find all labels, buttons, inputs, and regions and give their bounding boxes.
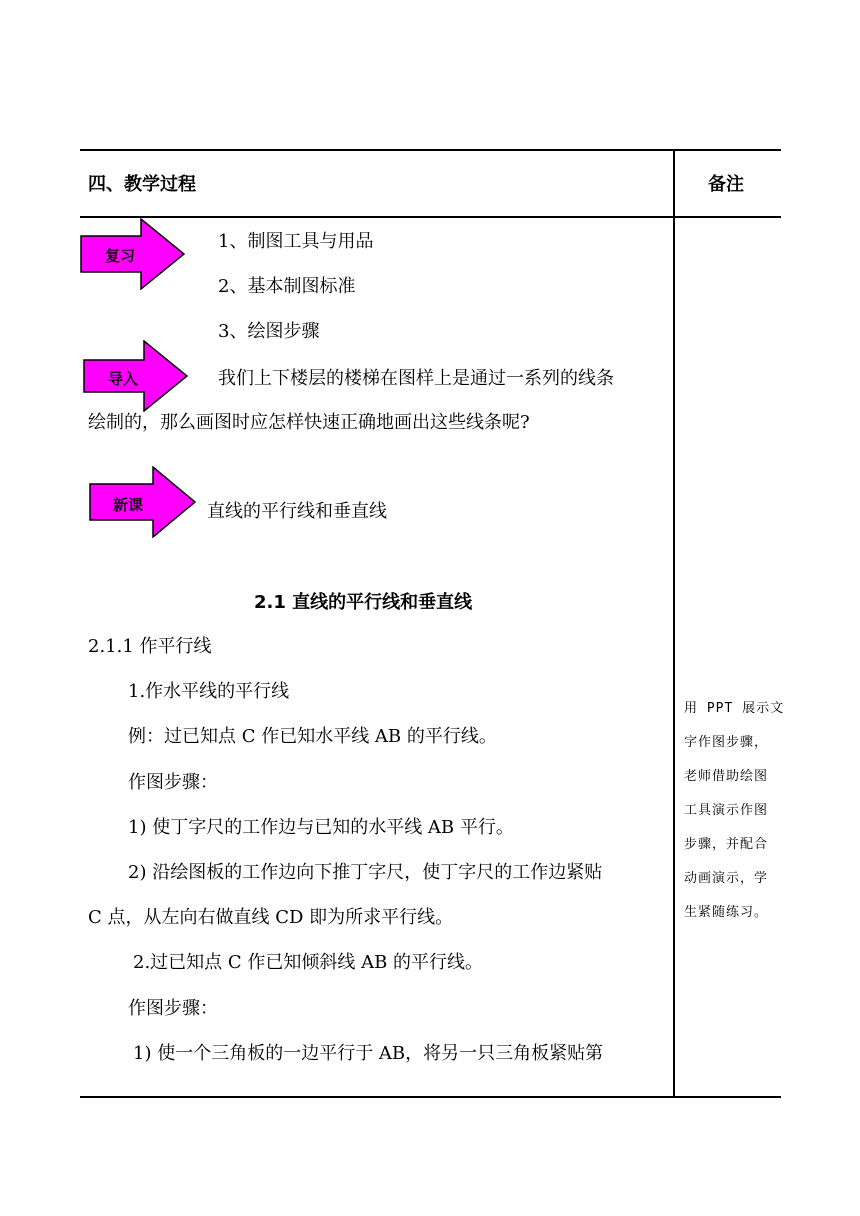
table-bottom-border — [80, 1096, 781, 1098]
review-arrow — [80, 218, 186, 290]
note-line: 用 PPT 展示文 — [684, 701, 785, 716]
content-line: 例：过已知点 C 作已知水平线 AB 的平行线。 — [128, 726, 497, 747]
subsection-title: 2.1.1 作平行线 — [88, 636, 212, 657]
new-lesson-text: 直线的平行线和垂直线 — [207, 501, 387, 522]
note-line: 工具演示作图 — [684, 803, 769, 818]
content-line: 1.作水平线的平行线 — [128, 681, 290, 702]
intro-arrow-label: 导入 — [108, 370, 139, 388]
table-top-border — [80, 149, 781, 151]
content-line: 2) 沿绘图板的工作边向下推丁字尺，使丁字尺的工作边紧贴 — [128, 862, 603, 883]
intro-text-line1: 我们上下楼层的楼梯在图样上是通过一系列的线条 — [218, 368, 614, 389]
note-line: 老师借助绘图 — [684, 769, 769, 784]
header-teaching-process: 四、教学过程 — [88, 174, 196, 195]
header-remarks: 备注 — [708, 174, 744, 195]
content-line: 1) 使一个三角板的一边平行于 AB，将另一只三角板紧贴第 — [133, 1043, 604, 1064]
review-item: 2、基本制图标准 — [218, 276, 356, 297]
note-line: 动画演示，学 — [684, 871, 769, 886]
content-line: C 点，从左向右做直线 CD 即为所求平行线。 — [88, 907, 454, 928]
note-line: 步骤，并配合 — [684, 837, 769, 852]
content-line: 1) 使丁字尺的工作边与已知的水平线 AB 平行。 — [128, 817, 514, 838]
new-lesson-arrow — [89, 466, 197, 538]
review-item: 3、绘图步骤 — [218, 321, 320, 342]
intro-arrow — [83, 340, 189, 412]
new-lesson-arrow-label: 新课 — [113, 496, 144, 514]
section-title: 2.1 直线的平行线和垂直线 — [254, 592, 473, 613]
review-arrow-label: 复习 — [105, 247, 136, 265]
remarks-note — [684, 692, 785, 930]
column-divider — [673, 149, 675, 1098]
intro-text-line2: 绘制的，那么画图时应怎样快速正确地画出这些线条呢? — [88, 412, 530, 433]
content-line: 作图步骤： — [128, 998, 218, 1019]
content-line: 作图步骤： — [128, 772, 218, 793]
note-line: 字作图步骤， — [684, 735, 769, 750]
review-item: 1、制图工具与用品 — [218, 231, 374, 252]
note-line: 生紧随练习。 — [684, 905, 769, 920]
content-line: 2.过已知点 C 作已知倾斜线 AB 的平行线。 — [133, 952, 484, 973]
